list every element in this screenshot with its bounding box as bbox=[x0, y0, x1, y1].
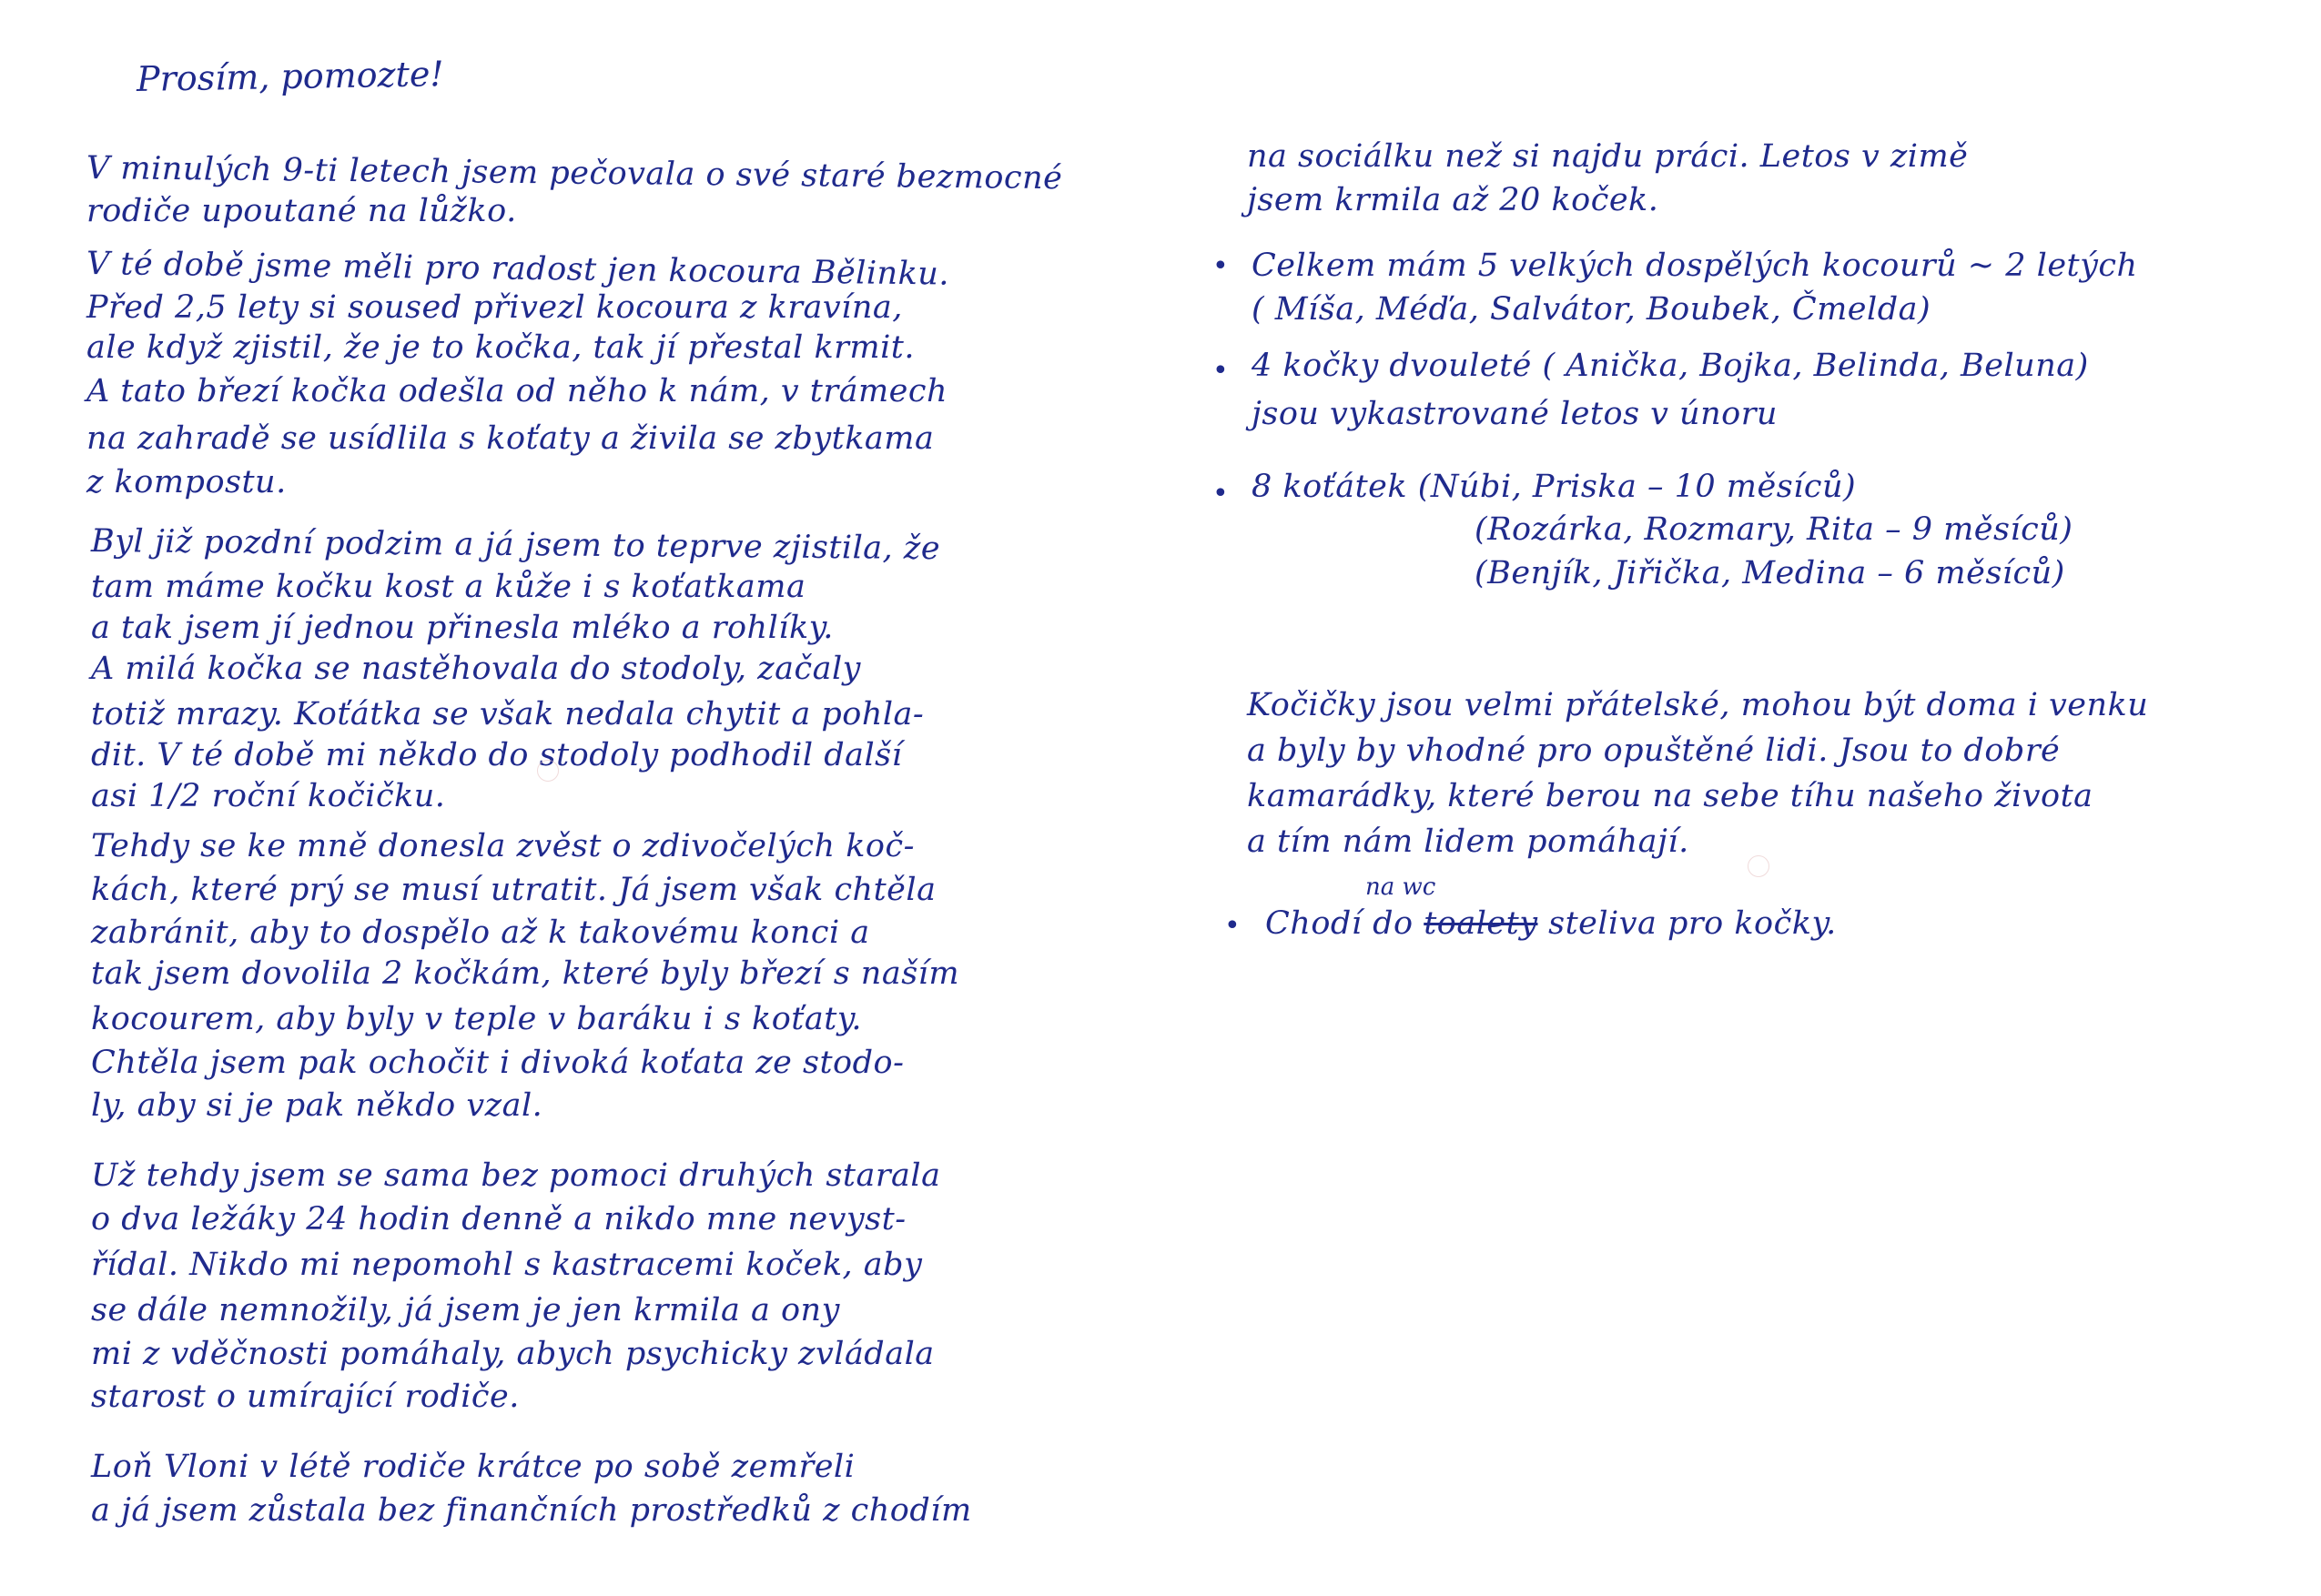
letter-line: ( Míša, Méďa, Salvátor, Boubek, Čmelda) bbox=[1252, 291, 1931, 328]
letter-line: Už tehdy jsem se sama bez pomoci druhých starala bbox=[91, 1157, 941, 1194]
letter-line: Celkem mám 5 velkých dospělých kocourů ~ 2 letých bbox=[1252, 247, 2138, 284]
letter-line: V té době jsme měli pro radost jen kocoura Bělinku. bbox=[86, 246, 950, 293]
letter-line: 8 koťátek (Núbi, Priska – 10 měsíců) bbox=[1252, 469, 1857, 505]
letter-line: tam máme kočku kost a kůže i s koťatkama bbox=[91, 569, 806, 605]
letter-line: 4 kočky dvouleté ( Anička, Bojka, Belinda, Beluna) bbox=[1252, 348, 2089, 384]
letter-line: dit. V té době mi někdo do stodoly podhodil další bbox=[91, 737, 903, 773]
bullet-point: • bbox=[1212, 478, 1229, 510]
letter-line: kách, které prý se musí utratit. Já jsem však chtěla bbox=[91, 872, 937, 908]
letter-line: a byly by vhodné pro opuštěné lidi. Jsou to dobré bbox=[1247, 732, 2061, 769]
letter-line: rodiče upoutané na lůžko. bbox=[86, 193, 517, 229]
last-line-suffix: steliva pro kočky. bbox=[1548, 905, 1837, 942]
letter-line: A tato březí kočka odešla od něho k nám, v trámech bbox=[86, 373, 948, 409]
letter-line: tak jsem dovolila 2 kočkám, které byly březí s naším bbox=[91, 955, 960, 992]
letter-line: starost o umírající rodiče. bbox=[91, 1379, 520, 1415]
letter-line: Byl již pozdní podzim a já jsem to teprve zjistila, že bbox=[90, 523, 941, 568]
letter-line: se dále nemnožily, já jsem je jen krmila a ony bbox=[91, 1292, 840, 1328]
bullet-point: • bbox=[1224, 910, 1241, 942]
letter-line: (Rozárka, Rozmary, Rita – 9 měsíců) bbox=[1475, 511, 2073, 548]
struck-word: toalety bbox=[1424, 905, 1538, 942]
letter-line: a tak jsem jí jednou přinesla mléko a rohlíky. bbox=[91, 610, 834, 646]
letter-line: o dva ležáky 24 hodin denně a nikdo mne nevyst- bbox=[91, 1201, 907, 1237]
letter-line: zabránit, aby to dospělo až k takovému konci a bbox=[91, 914, 870, 951]
letter-line: Loň Vloni v létě rodiče krátce po sobě zemřeli bbox=[91, 1449, 856, 1485]
letter-line: a tím nám lidem pomáhají. bbox=[1247, 823, 1689, 860]
letter-line: A milá kočka se nastěhovala do stodoly, začaly bbox=[91, 651, 861, 687]
right-page bbox=[1192, 0, 2321, 1596]
letter-title: Prosím, pomozte! bbox=[136, 54, 444, 99]
inserted-word: na wc bbox=[1365, 874, 1436, 901]
letter-line: a já jsem zůstala bez finančních prostředků z chodím bbox=[91, 1492, 972, 1529]
letter-line: ly, aby si je pak někdo vzal. bbox=[91, 1087, 543, 1124]
letter-line: z kompostu. bbox=[86, 464, 287, 500]
letter-line: na zahradě se usídlila s koťaty a živila se zbytkama bbox=[86, 420, 935, 457]
letter-line: Kočičky jsou velmi přátelské, mohou být doma i venku bbox=[1247, 687, 2149, 723]
bullet-point: • bbox=[1212, 250, 1229, 282]
letter-line: (Benjík, Jiřička, Medina – 6 měsíců) bbox=[1475, 555, 2065, 591]
letter-line: mi z vděčnosti pomáhaly, abych psychicky zvládala bbox=[91, 1336, 935, 1372]
letter-line: Před 2,5 lety si soused přivezl kocoura z kravína, bbox=[86, 289, 903, 326]
letter-line: totiž mrazy. Koťátka se však nedala chytit a pohla- bbox=[91, 696, 925, 732]
letter-line: jsem krmila až 20 koček. bbox=[1247, 182, 1659, 218]
letter-line: kocourem, aby byly v teple v baráku i s koťaty. bbox=[91, 1001, 863, 1037]
letter-line: řídal. Nikdo mi nepomohl s kastracemi koček, aby bbox=[91, 1247, 923, 1283]
letter-line: kamarádky, které berou na sebe tíhu našeho života bbox=[1247, 778, 2093, 814]
last-line-prefix: Chodí do bbox=[1265, 905, 1414, 942]
letter-line: Chtěla jsem pak ochočit i divoká koťata ze stodo- bbox=[91, 1045, 905, 1081]
paper-smudge bbox=[537, 760, 559, 782]
letter-line: jsou vykastrované letos v únoru bbox=[1252, 396, 1778, 432]
bullet-point: • bbox=[1212, 355, 1229, 387]
left-page bbox=[0, 0, 1147, 1596]
letter-line bbox=[1265, 905, 1837, 942]
letter-line: na sociálku než si najdu práci. Letos v zimě bbox=[1247, 138, 1969, 175]
letter-line: asi 1/2 roční kočičku. bbox=[91, 778, 446, 814]
letter-line: Tehdy se ke mně donesla zvěst o zdivočelých koč- bbox=[91, 828, 915, 864]
letter-line: ale když zjistil, že je to kočka, tak jí přestal krmit. bbox=[86, 329, 915, 366]
paper-smudge bbox=[1748, 855, 1769, 877]
letter-line: V minulých 9-ti letech jsem pečovala o své staré bezmocné bbox=[86, 150, 1063, 197]
